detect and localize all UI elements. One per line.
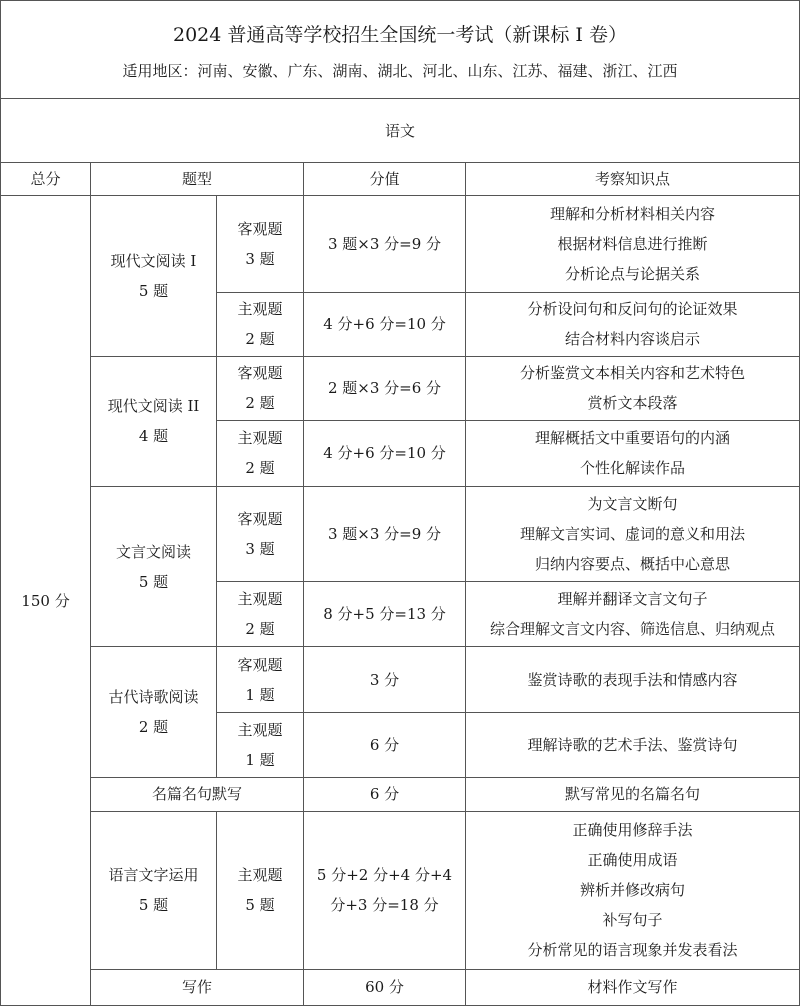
knowledge-points [466,292,800,356]
knowledge-points [466,420,800,486]
section-name: 现代文阅读 I [110,252,197,271]
score-value: 60 分 [304,969,466,1005]
kind-label: 客观题 [237,510,283,529]
section-count: 5 题 [138,572,169,591]
section-count: 4 题 [138,427,169,446]
knowledge-points [466,969,800,1005]
knowledge-points [466,356,800,420]
knowledge-points [466,713,800,777]
question-kind [217,420,304,486]
score-value: 3 分 [304,647,466,713]
knowledge-point: 理解诗歌的艺术手法、鉴赏诗句 [527,735,738,754]
exam-title: 2024 普通高等学校招生全国统一考试（新课标 I 卷） [173,23,627,46]
knowledge-point: 辨析并修改病句 [579,881,685,900]
kind-count: 2 题 [245,459,275,478]
kind-count: 5 题 [245,896,275,915]
kind-label: 客观题 [237,219,283,238]
knowledge-points [466,486,800,581]
score-value [304,811,466,969]
kind-count: 2 题 [245,620,275,639]
knowledge-point: 分析鉴赏文本相关内容和艺术特色 [519,364,745,383]
knowledge-point: 正确使用成语 [587,851,678,870]
column-header-score: 分值 [304,163,466,196]
column-header-type: 题型 [91,163,304,196]
question-kind [217,486,304,581]
total-score: 150 分 [1,196,91,1006]
knowledge-points [466,196,800,292]
knowledge-points [466,811,800,969]
knowledge-point: 综合理解文言文内容、筛选信息、归纳观点 [489,620,775,639]
knowledge-points [466,777,800,811]
kind-label: 主观题 [237,720,283,739]
kind-label: 客观题 [237,655,283,674]
knowledge-point: 默写常见的名篇名句 [564,785,700,804]
exam-header [1,1,800,99]
section-dictation: 名篇名句默写 [91,777,304,811]
knowledge-point: 理解概括文中重要语句的内涵 [534,429,730,448]
knowledge-points [466,582,800,647]
section-name: 现代文阅读 II [107,397,200,416]
kind-label: 主观题 [237,300,283,319]
knowledge-points [466,647,800,713]
score-value: 6 分 [304,713,466,777]
section-count: 5 题 [138,282,169,301]
kind-count: 1 题 [245,750,275,769]
knowledge-point: 赏析文本段落 [587,394,678,413]
knowledge-point: 理解文言实词、虚词的意义和用法 [519,525,745,544]
section-classical-chinese [91,486,217,646]
kind-count: 2 题 [245,394,275,413]
question-kind [217,811,304,969]
knowledge-point: 为文言文断句 [587,495,678,514]
kind-label: 主观题 [237,590,283,609]
kind-count: 3 题 [245,540,275,559]
section-name: 语言文字运用 [108,866,199,885]
kind-label: 客观题 [237,364,283,383]
score-value: 4 分+6 分=10 分 [304,420,466,486]
section-name: 文言文阅读 [115,542,191,561]
knowledge-point: 正确使用修辞手法 [572,821,693,840]
question-kind [217,647,304,713]
section-writing: 写作 [91,969,304,1005]
kind-count: 1 题 [245,685,275,704]
score-value: 3 题×3 分=9 分 [304,196,466,292]
kind-count: 2 题 [245,330,275,349]
subject-title: 语文 [1,99,800,163]
section-ancient-poetry [91,647,217,777]
question-kind [217,196,304,292]
kind-label: 主观题 [237,866,283,885]
section-modern-reading-1 [91,196,217,356]
score-value: 6 分 [304,777,466,811]
knowledge-point: 个性化解读作品 [579,459,685,478]
section-modern-reading-2 [91,356,217,486]
section-count: 5 题 [138,896,169,915]
knowledge-point: 理解并翻译文言文句子 [557,590,708,609]
knowledge-point: 补写句子 [602,911,663,930]
knowledge-point: 理解和分析材料相关内容 [549,204,715,223]
score-line: 分+3 分=18 分 [330,896,439,915]
section-count: 2 题 [138,717,169,736]
knowledge-point: 分析设问句和反问句的论证效果 [527,300,738,319]
knowledge-point: 分析论点与论据关系 [564,264,700,283]
kind-label: 主观题 [237,429,283,448]
column-header-total: 总分 [1,163,91,196]
kind-count: 3 题 [245,249,275,268]
score-value: 4 分+6 分=10 分 [304,292,466,356]
knowledge-point: 鉴赏诗歌的表现手法和情感内容 [527,670,738,689]
knowledge-point: 归纳内容要点、概括中心意思 [534,555,730,574]
knowledge-point: 结合材料内容谈启示 [564,330,700,349]
knowledge-point: 分析常见的语言现象并发表看法 [527,941,738,960]
knowledge-point: 根据材料信息进行推断 [557,234,708,253]
score-value: 8 分+5 分=13 分 [304,582,466,647]
score-value: 3 题×3 分=9 分 [304,486,466,581]
section-name: 古代诗歌阅读 [108,687,199,706]
score-value: 2 题×3 分=6 分 [304,356,466,420]
knowledge-point: 材料作文写作 [587,978,678,997]
question-kind [217,713,304,777]
question-kind [217,356,304,420]
question-kind [217,582,304,647]
column-header-points: 考察知识点 [466,163,800,196]
score-line: 5 分+2 分+4 分+4 [316,866,453,885]
applicable-regions: 适用地区：河南、安徽、广东、湖南、湖北、河北、山东、江苏、福建、浙江、江西 [122,61,678,80]
question-kind [217,292,304,356]
section-language-use [91,811,217,969]
